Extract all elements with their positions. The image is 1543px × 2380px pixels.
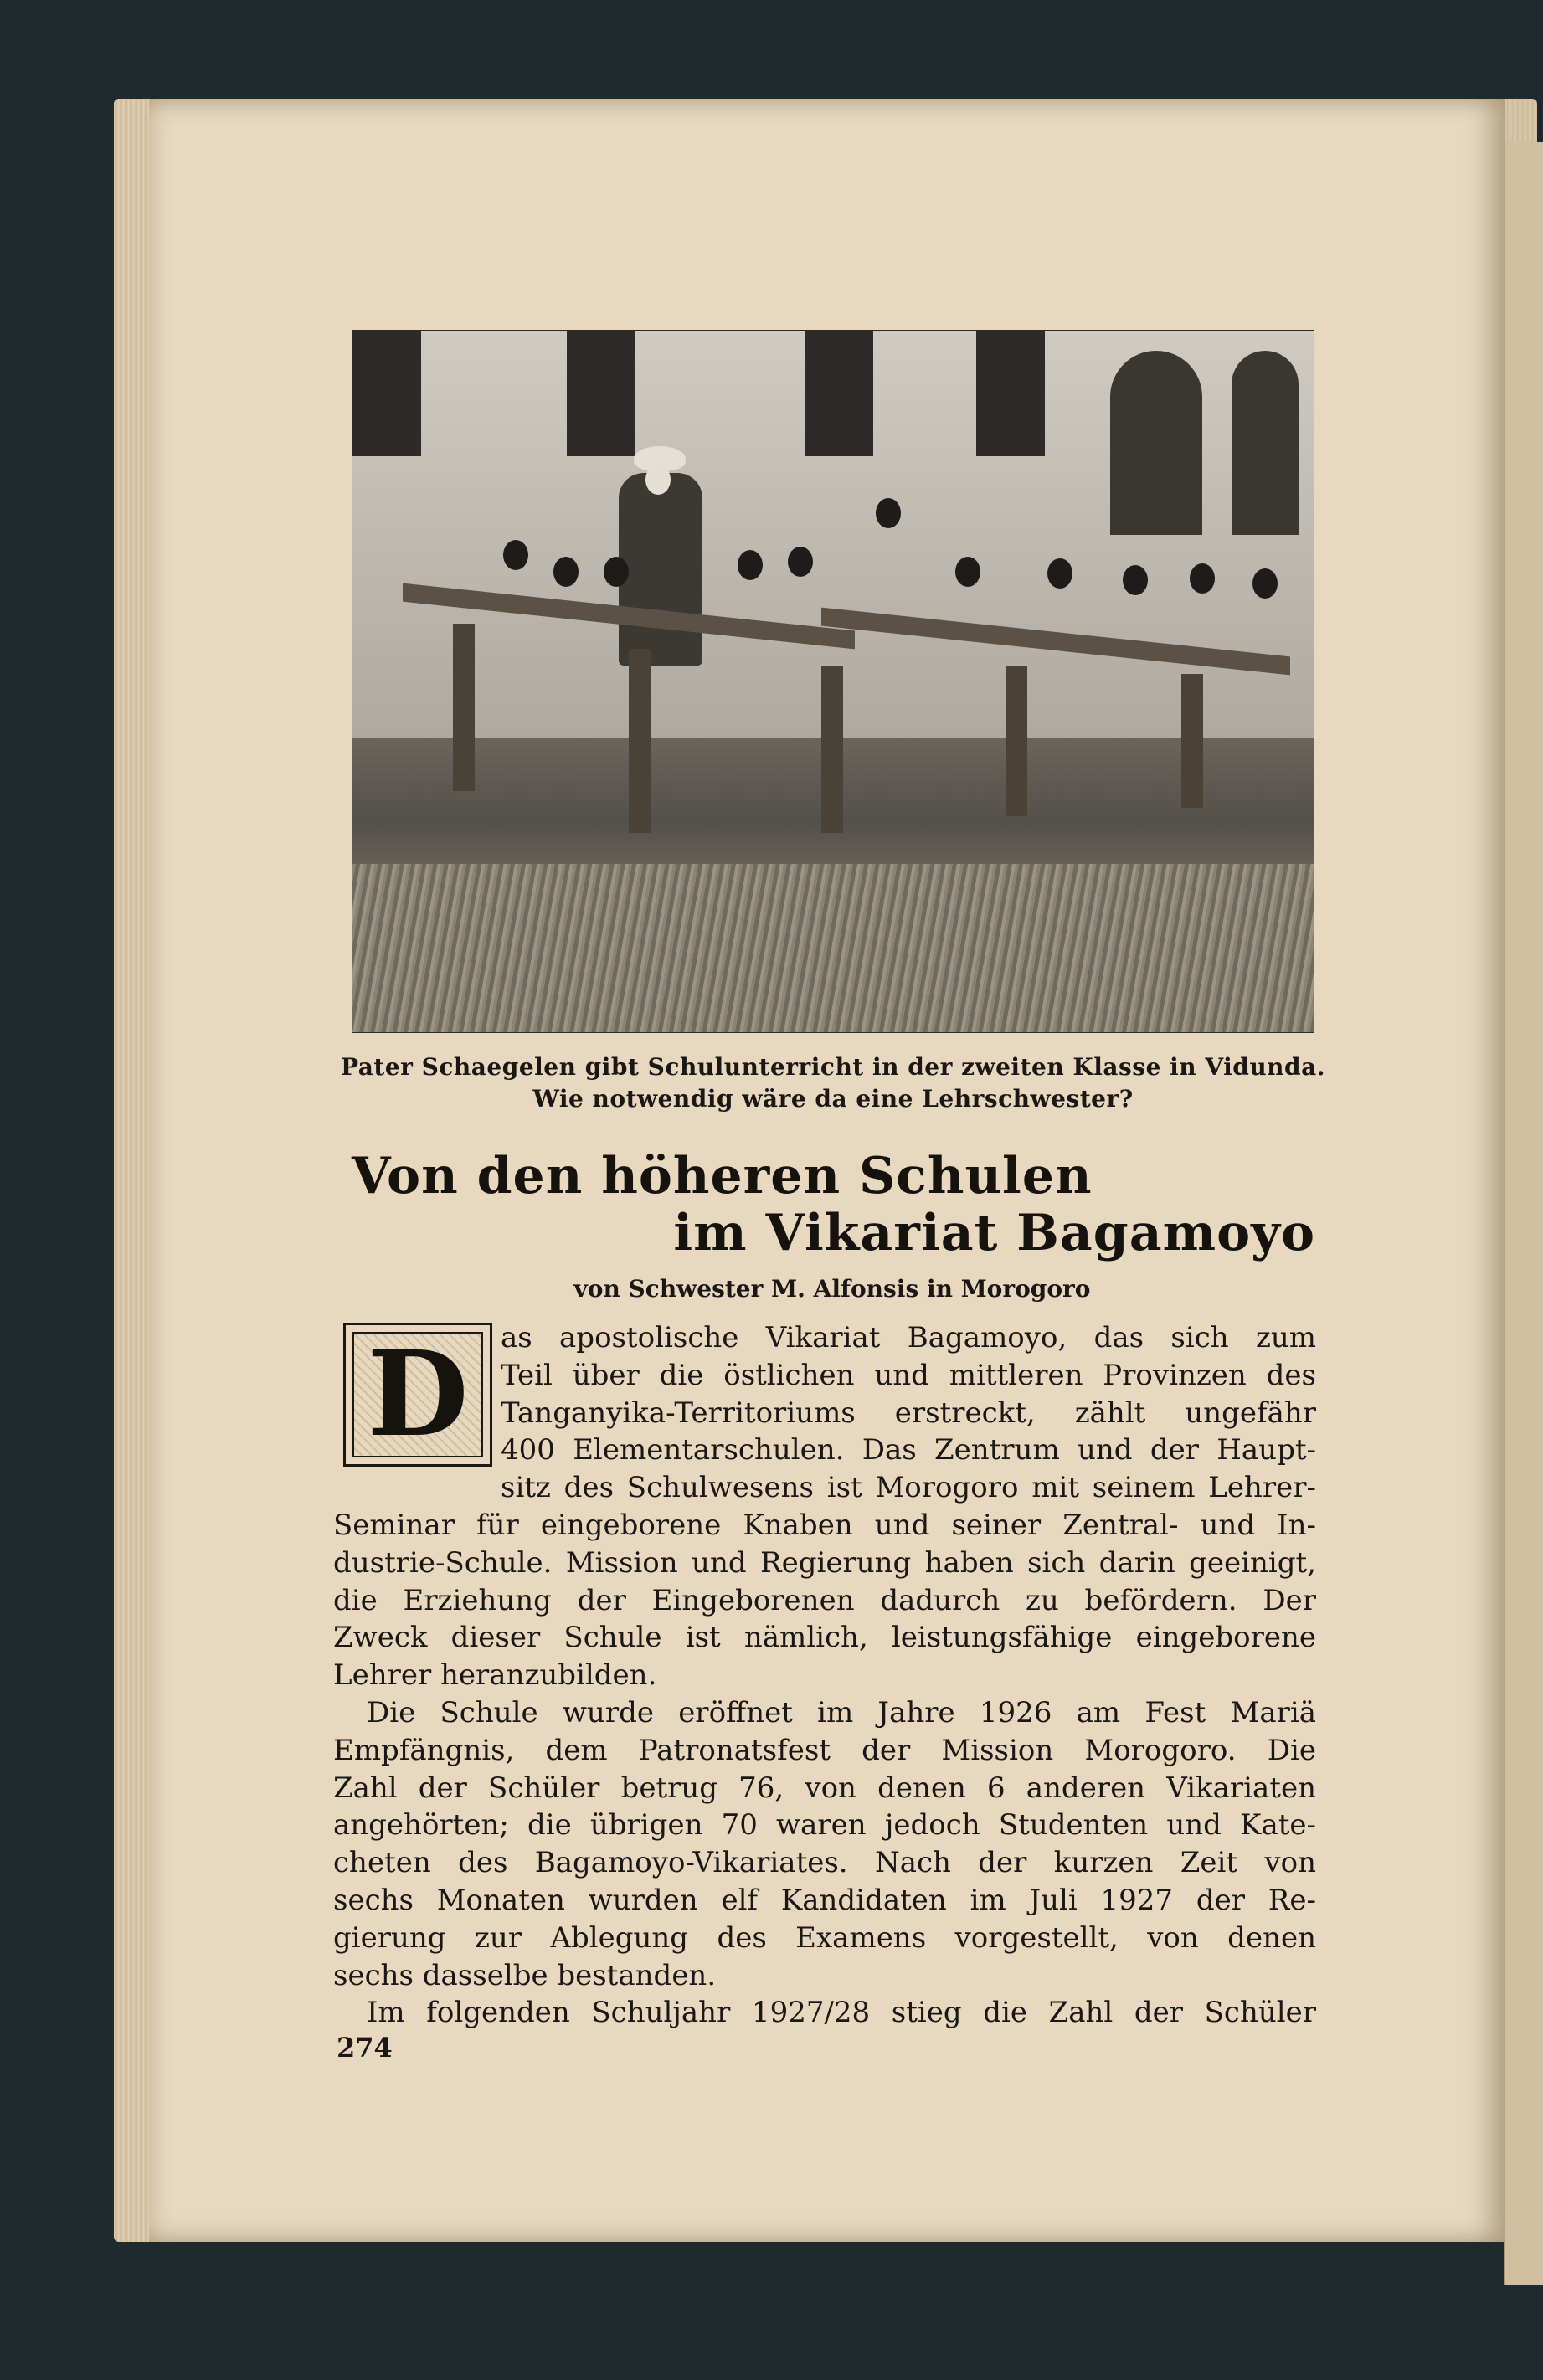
body-line: Zweck dieser Schule ist nämlich, leistungsfähige eingeborene	[333, 1621, 1316, 1655]
body-line: Seminar für eingeborene Knaben und seiner Zentral- und In-	[333, 1509, 1316, 1542]
body-line: gierung zur Ablegung des Examens vorgestellt, von denen	[333, 1920, 1316, 1955]
body-line: dustrie-Schule. Mission und Regierung haben sich darin geeinigt,	[333, 1545, 1316, 1580]
body-line: Lehrer heranzubilden.	[333, 1658, 657, 1693]
next-page-edge	[1504, 142, 1543, 2285]
drop-cap-letter: D	[367, 1326, 469, 1463]
body-line: sechs dasselbe bestanden.	[333, 1958, 717, 1992]
body-line: 400 Elementarschulen. Das Zentrum und der Haupt-	[501, 1433, 1316, 1468]
body-line: as apostolische Vikariat Bagamoyo, das sich zum	[501, 1321, 1316, 1354]
body-line: Zahl der Schüler betrug 76, von denen 6 anderen Vikariaten	[333, 1771, 1316, 1805]
body-line: Empfängnis, dem Patronatsfest der Mission Morogoro. Die	[333, 1733, 1316, 1767]
article-title-line-1: Von den höheren Schulen	[352, 1147, 1093, 1205]
article-title-line-2: im Vikariat Bagamoyo	[673, 1204, 1315, 1262]
drop-cap	[343, 1323, 492, 1467]
body-line: Tanganyika-Territoriums erstreckt, zählt ungefähr	[501, 1396, 1316, 1430]
classroom-photo	[352, 330, 1314, 1033]
body-line: die Erziehung der Eingeborenen dadurch zu befördern. Der	[333, 1583, 1316, 1617]
body-line: Die Schule wurde eröffnet im Jahre 1926 am Fest Mariä	[367, 1696, 1316, 1730]
photo-caption-line-2: Wie notwendig wäre da eine Lehrschwester?	[532, 1085, 1134, 1113]
body-line: Im folgenden Schuljahr 1927/28 stieg die Zahl der Schüler	[367, 1996, 1316, 2030]
article-byline: von Schwester M. Alfonsis in Morogoro	[573, 1275, 1091, 1303]
body-line: cheten des Bagamoyo-Vikariates. Nach der kurzen Zeit von	[333, 1846, 1316, 1880]
body-line: angehörten; die übrigen 70 waren jedoch Studenten und Kate-	[333, 1808, 1316, 1843]
body-line: sitz des Schulwesens ist Morogoro mit seinem Lehrer-	[501, 1471, 1316, 1505]
photo-caption-line-1: Pater Schaegelen gibt Schulunterricht in der zweiten Klasse in Vidunda.	[340, 1053, 1326, 1081]
body-line: sechs Monaten wurden elf Kandidaten im Juli 1927 der Re-	[333, 1884, 1316, 1917]
page-number: 274	[337, 2032, 393, 2064]
body-line: Teil über die östlichen und mittleren Provinzen des	[501, 1358, 1316, 1392]
